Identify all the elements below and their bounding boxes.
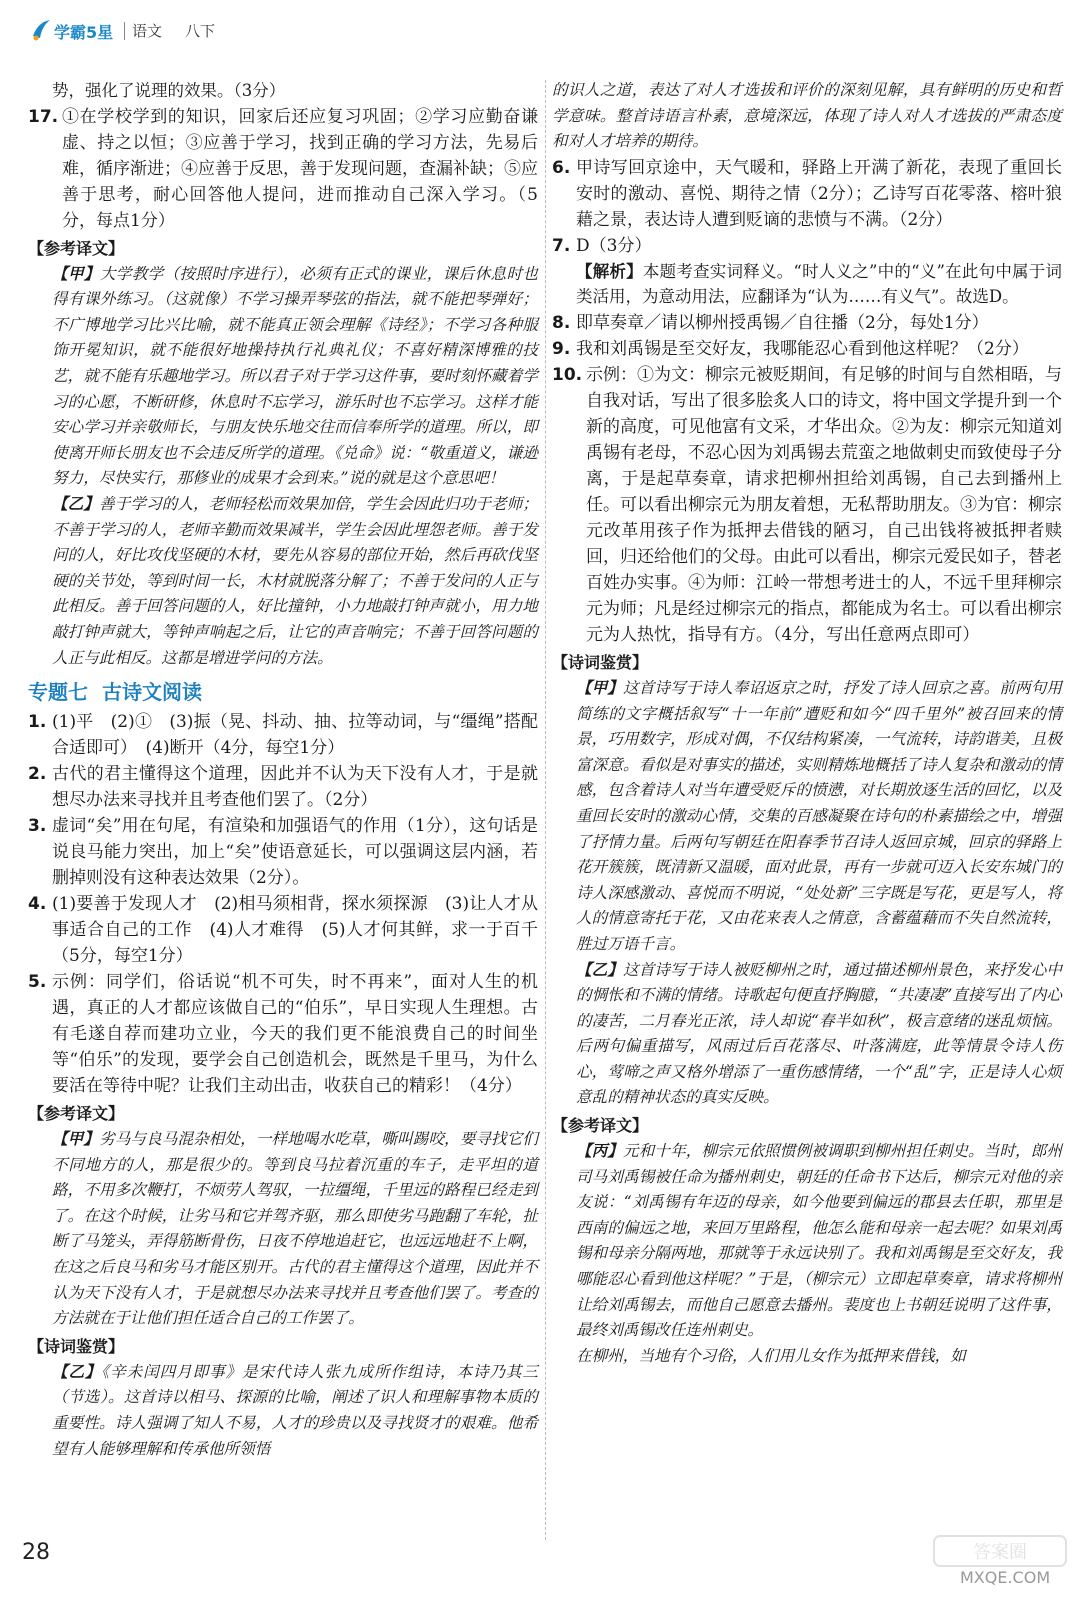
appreciation-text: 这首诗写于诗人奉诏返京之时，抒发了诗人回京之喜。前两句用简练的文字概括叙写“十一年前”遭贬和如今“四千里外”被召回来的情景，巧用数字，形成对偶，不仅结构紧凑，一气流转，诗韵谐美，且极富深意。看似是对事实的描述，实则精炼地概括了诗人复杂和激动的情感，包含着诗人对当年遭受贬斥的愤懑，对长期放逐生活的回忆，以及重回长安时的激动心情，交集的百感凝聚在诗句的朴素描绘之中，增强了抒情力量。后两句写朝廷在阳春季节召诗人返回京城，回京的驿路上花开簇簇，既清新又温暖，面对此景，再有一步就可迈入长安东城门的诗人深感激动、喜悦而不明说，“处处新”三字既是写花，更是写人，将人的情意寄托于花，又由花来表人之情意，含蓄蕴藉而不失自然流转，胜过万语千言。 (576, 678, 1063, 953)
question-number: 5. (28, 972, 47, 993)
answer-7 (552, 233, 1062, 259)
answer-8 (552, 310, 1062, 336)
question-number: 4. (28, 894, 47, 915)
poem-appreciation-jia (552, 676, 1062, 958)
question-number: 2. (28, 764, 47, 785)
header-divider (124, 22, 125, 40)
subject-label: 语文 (132, 22, 163, 40)
question-number: 17. (28, 106, 59, 127)
answer-10 (552, 362, 1062, 648)
answer-text: (1)平 (2)① (3)振（晃、抖动、抽、拉等动词，与“缰绳”搭配合适即可） (4)断开（4分，每空1分） (52, 712, 538, 759)
svg-text:答案圈: 答案圈 (973, 1542, 1027, 1563)
column-divider (545, 80, 546, 1540)
poem-appreciation-yi (28, 1360, 538, 1462)
appreciation-text: 《辛未闰四月即事》是宋代诗人张九成所作组诗，本诗乃其三（节选）。这首诗以相马、探源的比喻，阐述了识人和理解事物本质的重要性。诗人强调了知人不易，人才的珍贵以及寻找贤才的艰难。他希望有人能够理解和传承他所领悟 (52, 1362, 539, 1458)
grade-label: 八下 (185, 22, 216, 40)
answer-3 (28, 813, 538, 891)
question-number: 6. (552, 157, 571, 178)
brand-logo-icon (30, 18, 52, 42)
translation-text: 善于学习的人，老师轻松而效果加倍，学生会因此归功于老师；不善于学习的人，老师辛勤而效果减半，学生会因此埋怨老师。善于发问的人，好比攻伐坚硬的木材，要先从容易的部位开始，然后再砍伐坚硬的关节处，等到时间一长，木材就脱落分解了；不善于发问的人正与此相反。善于回答问题的人，好比撞钟，小力地敲打钟声就小，用力地敲打钟声就大，等钟声响起之后，让它的声音响完；不善于回答问题的人正与此相反。这都是增进学问的方法。 (52, 494, 539, 667)
tag-jia: 【甲】 (52, 1130, 100, 1149)
question-number: 10. (552, 364, 583, 385)
poem-appreciation-label: 【诗词鉴赏】 (28, 1336, 125, 1356)
page-number: 28 (22, 1540, 50, 1565)
question-number: 1. (28, 712, 47, 733)
answer-text: 我和刘禹锡是至交好友，我哪能忍心看到他这样呢？（2分） (576, 338, 1029, 359)
translation-text: 大学教学（按照时序进行），必须有正式的课业，课后休息时也得有课外练习。（这就像）不学习操弄琴弦的指法，就不能把琴弹好；不广博地学习比兴比喻，就不能真正领会理解《诗经》；不学习各种服饰开冕知识，就不能很好地操持执行礼典礼仪；不喜好精深博雅的技艺，就不能有乐趣地学习。所以君子对于学习这件事，要时刻怀藏着学习的心愿，不断研修，休息时不忘学习，游乐时也不忘学习。这样才能安心学习并亲敬师长，与朋友快乐地交往而信奉所学的道理。所以，即使离开师长朋友也不会违反所学的道理。《兑命》说：“敬重道义，谦逊努力，尽快实行，那修业的成果才会到来。”说的就是这个意思吧！ (52, 264, 539, 488)
question-number: 8. (552, 312, 571, 333)
analysis-7 (552, 259, 1062, 310)
poem-appreciation-label: 【诗词鉴赏】 (552, 652, 649, 672)
translation-label: 【参考译文】 (28, 238, 125, 258)
tag-bing: 【丙】 (576, 1142, 624, 1161)
watermark-text: MXQE.COM (960, 1568, 1051, 1587)
question-number: 9. (552, 338, 571, 359)
translation-continued: 在柳州，当地有个习俗，人们用儿女作为抵押来借钱，如 (576, 1346, 966, 1365)
answer-text: 虚词“矣”用在句尾，有渲染和加强语气的作用（1分），这句话是说良马能力突出，加上“矣”使语意延长，可以强调这层内涵，若删掉则没有这种表达效果（2分）。 (52, 816, 538, 889)
answer-text: 示例：同学们，俗话说“机不可失，时不再来”，面对人生的机遇，真正的人才都应该做自己的“伯乐”，早日实现人生理想。古有毛遂自荐而建功立业，今天的我们更不能浪费自己的时间坐等“伯乐”的发现，要学会自己创造机会，既然是千里马，为什么要活在等待中呢？让我们主动出击，收获自己的精彩！（4分） (52, 972, 538, 1097)
left-column (28, 78, 538, 1462)
answer-2 (28, 761, 538, 813)
answer-text: 甲诗写回京途中，天气暖和，驿路上开满了新花，表现了重回长安时的激动、喜悦、期待之情（2分）；乙诗写百花零落、榕叶狼藉之景，表达诗人遭到贬谪的悲愤与不满。（2分） (576, 157, 1062, 230)
tag-yi: 【乙】 (52, 494, 100, 513)
continued-text: 的识人之道，表达了对人才选拔和评价的深刻见解，具有鲜明的历史和哲学意味。整首诗语言朴素，意境深远，体现了诗人对人才选拔的严肃态度和对人才培养的期待。 (552, 81, 1062, 151)
continued-text: 势，强化了说理的效果。（3分） (52, 81, 286, 100)
answer-6 (552, 155, 1062, 233)
translation-text: 元和十年，柳宗元依照惯例被调职到柳州担任刺史。当时，郎州司马刘禹锡被任命为播州刺史，朝廷的任命书下达后，柳宗元对他的亲友说：“刘禹锡有年迈的母亲，如今他要到偏远的郡县去任职，那里是西南的偏远之地，来回万里路程，他怎么能和母亲一起去呢？如果刘禹锡和母亲分隔两地，那就等于永远诀别了。我和刘禹锡是至交好友，我哪能忍心看到他这样呢？”于是，（柳宗元）立即起草奏章，请求将柳州让给刘禹锡去，而他自己愿意去播州。裴度也上书朝廷说明了这件事，最终刘禹锡改任连州刺史。 (576, 1142, 1063, 1340)
translation-text: 劣马与良马混杂相处，一样地喝水吃草，嘶叫踢咬，要寻找它们不同地方的人，那是很少的。等到良马拉着沉重的车子，走平坦的道路，不用多次鞭打，不烦劳人驾驭，一拉缰绳，千里远的路程已经走到了。在这个时候，让劣马和它并驾齐驱，那么即使劣马跑翻了车轮，扯断了马笼头，弄得筋断骨伤，日夜不停地追赶它，也远远地赶不上啊，在这之后良马和劣马才能区别开。古代的君主懂得这个道理，因此并不认为天下没有人才，于是就想尽办法来寻找并且考查他们罢了。考查的方法就在于让他们担任适合自己的工作罢了。 (52, 1130, 539, 1328)
right-column (552, 78, 1062, 1369)
translation-label: 【参考译文】 (28, 1104, 125, 1124)
answer-1 (28, 709, 538, 761)
tag-jia: 【甲】 (52, 264, 100, 283)
question-number: 7. (552, 235, 571, 256)
page-header (30, 14, 530, 54)
answer-text: 古代的君主懂得这个道理，因此并不认为天下没有人才，于是就想尽办法来寻找并且考查他们罢了。（2分） (52, 764, 538, 811)
answer-5 (28, 969, 538, 1099)
answer-text: ①在学校学到的知识，回家后还应复习巩固；②学习应勤奋谦虚、持之以恒；③应善于学习，找到正确的学习方法，先易后难，循序渐进；④应善于反思，善于发现问题，查漏补缺；⑤应善于思考，耐心回答他人提问，进而推动自己深入学习。（5分，每点1分） (62, 106, 538, 231)
answer-4 (28, 891, 538, 969)
answer-17 (28, 104, 538, 234)
answer-text: (1)要善于发现人才 (2)相马须相背，探水须探源 (3)让人才从事适合自己的工作 (4)人才难得 (5)人才何其鲜，求一于百千（5分，每空1分） (52, 894, 538, 967)
brand-name: 学霸5星 (54, 23, 114, 42)
appreciation-text: 这首诗写于诗人被贬柳州之时，通过描述柳州景色，来抒发心中的惆怅和不满的情绪。诗歌起句便直抒胸臆，“共凄凄”直接写出了内心的凄苦，二月春光正浓，诗人却说“春半如秋”，极言意绪的迷乱烦恼。后两句偏重描写，风雨过后百花落尽、叶落满庭，此等情景令诗人伤心，莺啼之声又格外增添了一重伤感情绪，一个“乱”字，正是诗人心烦意乱的精神状态的真实反映。 (576, 960, 1063, 1107)
translation-yi (28, 492, 538, 671)
question-number: 3. (28, 816, 47, 837)
translation-jia (28, 262, 538, 492)
section-heading (28, 677, 538, 707)
tag-jia: 【甲】 (576, 678, 624, 697)
section-number: 专题七 (28, 680, 88, 705)
tag-yi: 【乙】 (52, 1362, 102, 1381)
translation-bing (552, 1139, 1062, 1344)
poem-appreciation-yi (552, 958, 1062, 1112)
section-title: 古诗文阅读 (102, 680, 202, 705)
analysis-tag: 【解析】 (576, 261, 643, 281)
answer-9 (552, 336, 1062, 362)
analysis-text: 本题考查实词释义。“时人义之”中的“义”在此句中属于词类活用，为意动用法，应翻译为“认为……有义气”。故选D。 (576, 261, 1062, 307)
tag-yi: 【乙】 (576, 960, 624, 979)
translation-jia-2 (28, 1127, 538, 1332)
answer-text: 示例：①为文：柳宗元被贬期间，有足够的时间与自然相晤，与自我对话，写出了很多脍炙人口的诗文，将中国文学提升到一个新的高度，可见他富有文采，才华出众。②为友：柳宗元知道刘禹锡有老母，不忍心因为刘禹锡去荒蛮之地做刺史而致使母子分离，于是起草奏章，请求把柳州担给刘禹锡，自己去到播州上任。可以看出柳宗元为朋友着想，无私帮助朋友。③为官：柳宗元改革用孩子作为抵押去借钱的陋习，自己出钱将被抵押者赎回，归还给他们的父母。由此可以看出，柳宗元爱民如子，替老百姓办实事。④为师：江岭一带想考进士的人，不远千里拜柳宗元为师；凡是经过柳宗元的指点，都能成为名士。可以看出柳宗元为人热忱，指导有方。（4分，写出任意两点即可） (586, 364, 1062, 645)
answer-text: D（3分） (576, 235, 652, 256)
translation-label: 【参考译文】 (552, 1116, 649, 1136)
answer-text: 即草奏章／请以柳州授禹锡／自往播（2分，每处1分） (576, 312, 989, 333)
